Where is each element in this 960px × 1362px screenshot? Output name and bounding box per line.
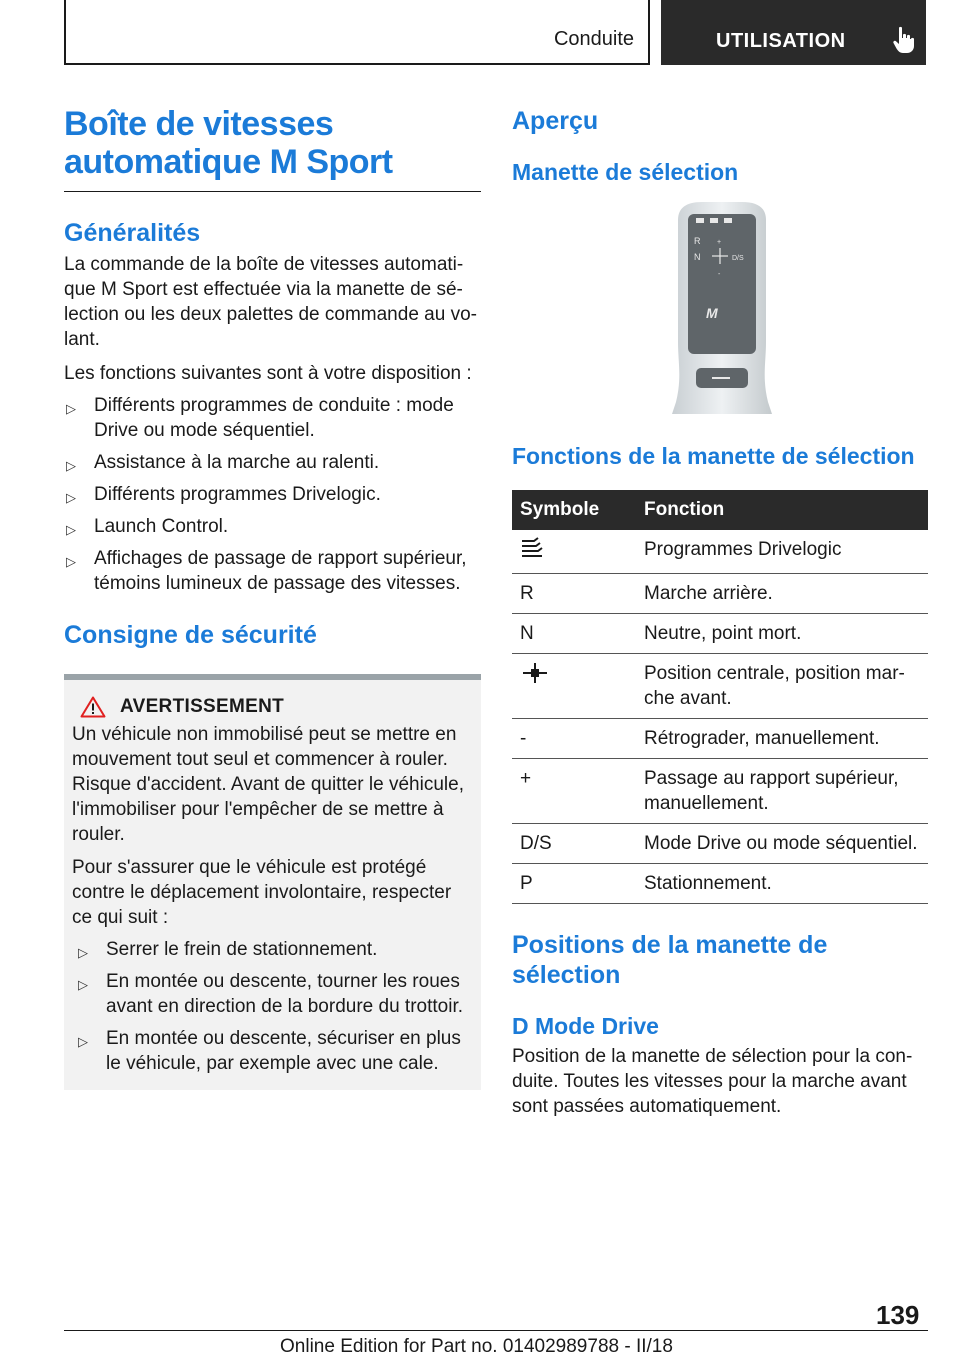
- svg-text:R: R: [694, 236, 701, 246]
- table-cell-function: Marche arrière.: [636, 574, 928, 614]
- functions-list: [64, 393, 481, 596]
- safety-heading: Consigne de sécurité: [64, 621, 317, 649]
- table-row: [512, 654, 928, 719]
- table-cell-symbol: [512, 654, 636, 719]
- table-cell-symbol: [512, 530, 636, 574]
- table-row: [512, 864, 928, 904]
- list-item: ▷ En montée ou descente, tourner les roues avant en direction de la bordure du trottoir.: [78, 971, 464, 1017]
- table-cell-function: Neutre, point mort.: [636, 614, 928, 654]
- warning-box: [64, 674, 481, 1090]
- functions-intro: Les fonctions suivantes sont à votre disposition :: [64, 363, 472, 384]
- table-row: [512, 824, 928, 864]
- table-cell-function: Rétrograder, manuellement.: [636, 719, 928, 759]
- table-cell-function: Mode Drive ou mode séquentiel.: [636, 824, 928, 864]
- warning-list: [76, 937, 473, 1076]
- drivelogic-icon: [520, 537, 544, 559]
- page-title-line2: automatique M Sport: [64, 143, 393, 181]
- pointing-hand-icon: [893, 26, 915, 54]
- warning-para2: Pour s'assurer que le véhicule est protégé contre le déplacement involontaire, respecter ce qui suit :: [72, 857, 452, 928]
- table-cell-function: Programmes Drivelogic: [636, 530, 928, 574]
- general-heading: Généralités: [64, 219, 201, 247]
- table-row: [512, 574, 928, 614]
- footer-divider: [64, 1330, 928, 1331]
- list-item: ▷ Différents programmes de conduite : mode Drive ou mode séquentiel.: [66, 395, 454, 441]
- right-column: [512, 100, 928, 1119]
- drive-mode-heading: D Mode Drive: [512, 1013, 659, 1039]
- col-symbol-header: Symbole: [512, 490, 636, 530]
- selector-lever-image: [672, 202, 772, 414]
- table-cell-symbol: D/S: [512, 824, 636, 864]
- list-item: ▷ Launch Control.: [64, 514, 481, 539]
- functions-table: [512, 490, 928, 904]
- svg-text:M: M: [706, 305, 718, 321]
- col-function-header: Fonction: [636, 490, 928, 530]
- page-title: [64, 105, 481, 181]
- left-column: [64, 100, 481, 1090]
- table-cell-symbol: -: [512, 719, 636, 759]
- triangle-bullet-icon: ▷: [66, 401, 76, 416]
- list-item: ▷ Assistance à la marche au ralenti.: [64, 450, 481, 475]
- general-text: La commande de la boîte de vitesses automati-que M Sport est effectuée via la manette de sé-lection ou les deux palettes de commande au vo-lant.: [64, 254, 477, 350]
- drive-mode-text: Position de la manette de sélection pour la con-duite. Toutes les vitesses pour la marche avant sont passées automatiquement.: [512, 1046, 913, 1117]
- warning-para1: Un véhicule non immobilisé peut se mettre en mouvement tout seul et commencer à rouler. Risque d'accident. Avant de quitter le véhicule, l'immobiliser pour l'empêcher de se mettre à rouler.: [72, 724, 464, 845]
- table-cell-function: Stationnement.: [636, 864, 928, 904]
- triangle-bullet-icon: ▷: [78, 945, 88, 960]
- title-divider: [64, 191, 481, 192]
- functions-heading: Fonctions de la manette de sélection: [512, 443, 915, 469]
- overview-heading: Aperçu: [512, 107, 599, 135]
- table-header-row: [512, 490, 928, 530]
- svg-text:+: +: [717, 239, 722, 246]
- list-item: ▷ Différents programmes Drivelogic.: [64, 482, 481, 507]
- triangle-bullet-icon: ▷: [78, 977, 88, 992]
- triangle-bullet-icon: ▷: [66, 522, 76, 537]
- positions-heading: Positions de la manette de sélection: [512, 931, 828, 989]
- footer-edition: Online Edition for Part no. 01402989788 - II/18: [280, 1336, 673, 1357]
- table-row: [512, 759, 928, 824]
- list-item: ▷ En montée ou descente, sécuriser en plus le véhicule, par exemple avec une cale.: [78, 1028, 461, 1074]
- header-section-title: Conduite: [553, 28, 634, 50]
- table-row: [512, 719, 928, 759]
- table-cell-function: Passage au rapport supérieur, manuellement.: [636, 759, 928, 824]
- table-cell-symbol: P: [512, 864, 636, 904]
- svg-text:-: -: [718, 271, 721, 278]
- table-cell-function: Position centrale, position mar-che avant.: [636, 654, 928, 719]
- page-number: 139: [876, 1300, 920, 1330]
- table-cell-symbol: N: [512, 614, 636, 654]
- warning-triangle-icon: [80, 696, 106, 718]
- svg-text:D/S: D/S: [732, 255, 744, 262]
- warning-title: [80, 696, 473, 718]
- header-section-box: [64, 0, 650, 65]
- list-item: ▷ Affichages de passage de rapport supérieur, témoins lumineux de passage des vitesses.: [66, 548, 467, 594]
- header-chapter-box: [661, 0, 926, 65]
- page-title-line1: Boîte de vitesses: [64, 105, 334, 143]
- triangle-bullet-icon: ▷: [66, 554, 76, 569]
- center-position-icon: [520, 661, 550, 685]
- list-item: ▷ Serrer le frein de stationnement.: [76, 937, 473, 962]
- table-row: [512, 614, 928, 654]
- header-chapter-title: UTILISATION: [716, 30, 846, 52]
- svg-text:N: N: [694, 252, 701, 262]
- table-cell-symbol: R: [512, 574, 636, 614]
- table-cell-symbol: +: [512, 759, 636, 824]
- selector-heading: Manette de sélection: [512, 159, 739, 185]
- warning-title-text: AVERTISSEMENT: [120, 696, 285, 717]
- triangle-bullet-icon: ▷: [66, 490, 76, 505]
- triangle-bullet-icon: ▷: [78, 1034, 88, 1049]
- triangle-bullet-icon: ▷: [66, 458, 76, 473]
- table-row: [512, 530, 928, 574]
